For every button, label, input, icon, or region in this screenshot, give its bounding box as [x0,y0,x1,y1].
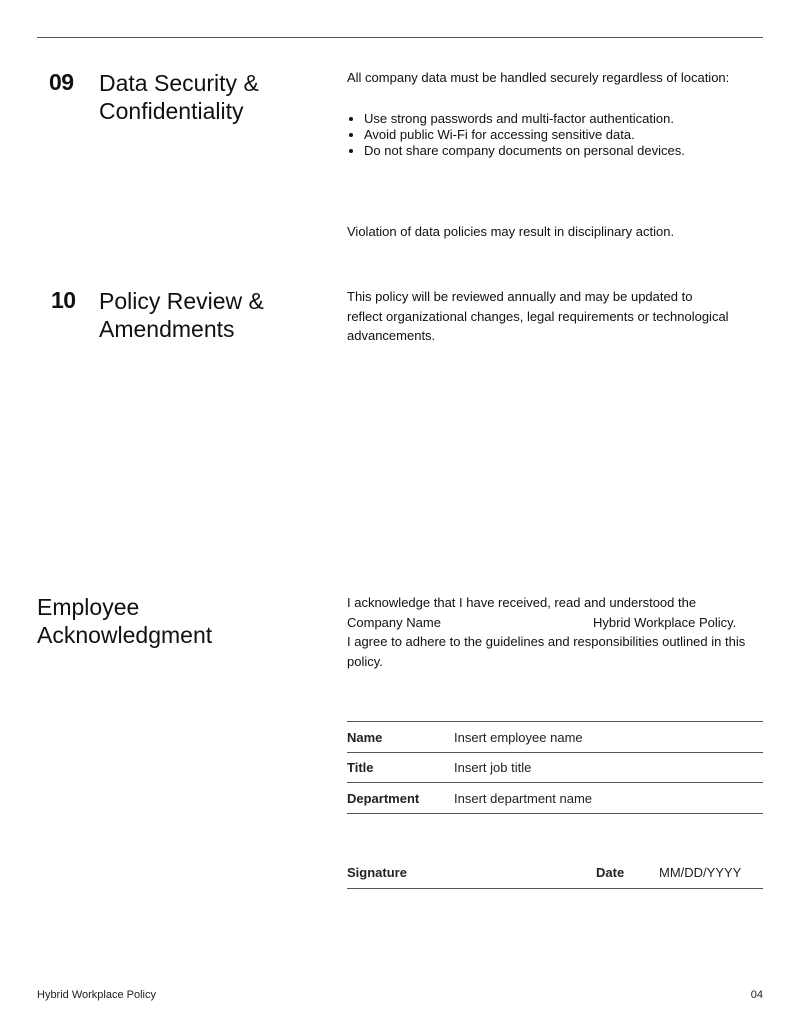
list-item: • Do not share company documents on personal devices. [364,143,685,159]
ack-line: I acknowledge that I have received, read and understood the [347,595,697,610]
ack-line: I agree to adhere to the guidelines and responsibilities outlined in this [347,634,746,649]
policy-name: Hybrid Workplace Policy. [593,614,737,630]
title-line: Employee [37,594,140,620]
list-item: • Avoid public Wi-Fi for accessing sensitive data. [364,127,685,143]
footer-doc-title: Hybrid Workplace Policy [37,989,157,1001]
bullet-list [347,111,685,159]
field-value-title[interactable]: Insert job title [454,760,532,775]
section-number: 10 [51,287,76,313]
section-title [99,287,264,343]
section-note: Violation of data policies may result in disciplinary action. [347,224,675,239]
date-value[interactable]: MM/DD/YYYY [659,865,742,880]
signature-label: Signature [347,865,407,880]
section-intro: All company data must be handled securely regardless of location: [347,70,730,85]
title-line: Confidentiality [99,98,244,124]
table-rule [347,782,763,783]
signature-rule [347,888,763,889]
body-line: This policy will be reviewed annually and may be updated to [347,289,693,304]
company-name-placeholder[interactable]: Company Name [347,614,441,630]
title-line: Policy Review & [99,288,264,314]
date-label: Date [596,865,625,880]
ack-line: policy. [347,653,383,669]
section-number: 09 [49,69,74,95]
table-rule [347,721,763,722]
top-rule [37,37,763,38]
body-line: reflect organizational changes, legal requirements or technological [347,308,729,324]
body-line: advancements. [347,328,436,343]
field-value-department[interactable]: Insert department name [454,791,593,806]
ack-line [347,613,763,633]
title-line: Acknowledgment [37,622,213,648]
field-label-title: Title [347,760,374,775]
field-label-name: Name [347,730,383,745]
footer-page-number: 04 [750,989,763,1001]
section-title [99,69,259,125]
section-body [347,287,729,346]
table-rule [347,752,763,753]
title-line: Data Security & [99,70,259,96]
table-rule [347,813,763,814]
acknowledgment-text [347,593,763,671]
list-item: • Use strong passwords and multi-factor authentication. [364,111,685,127]
field-label-department: Department [347,791,420,806]
acknowledgment-title [37,593,212,649]
field-value-name[interactable]: Insert employee name [454,730,583,745]
title-line: Amendments [99,316,235,342]
